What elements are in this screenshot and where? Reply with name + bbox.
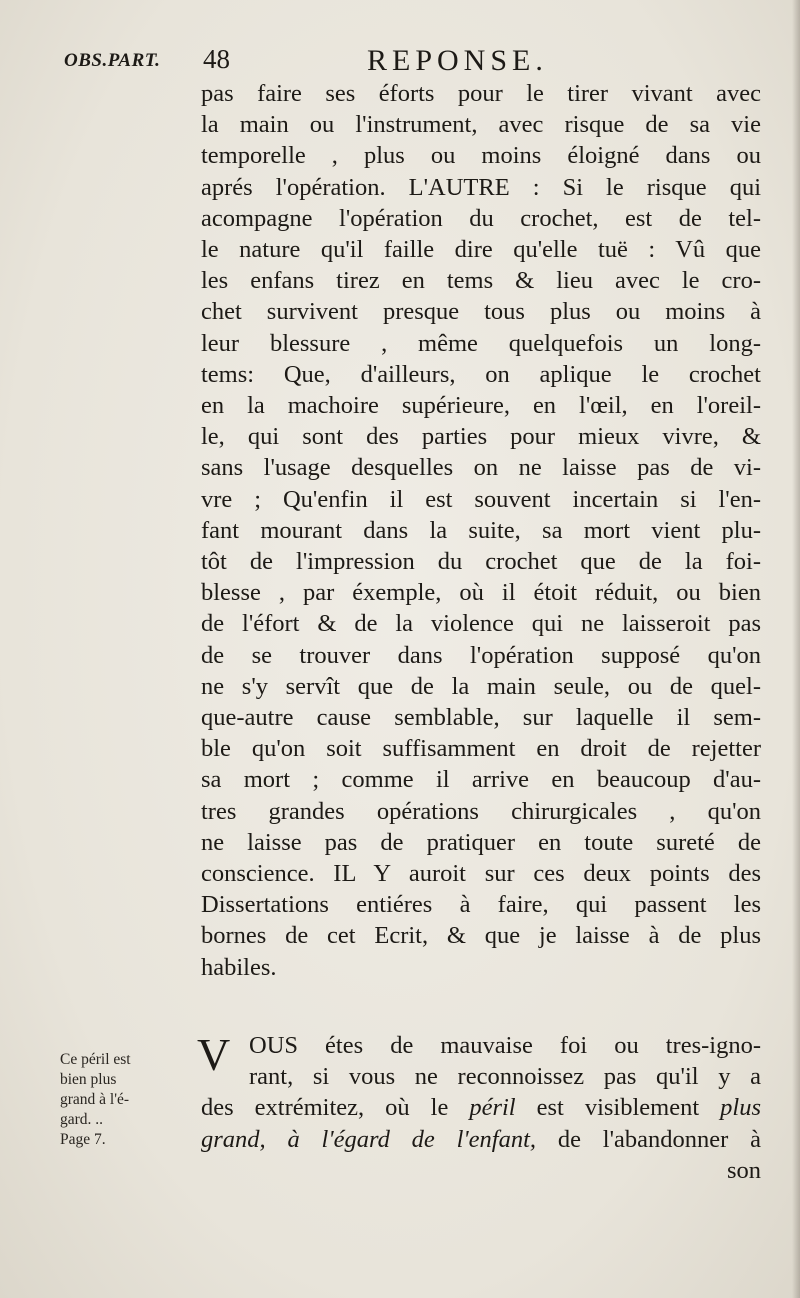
- text-line: ne laisse pas de pratiquer en toute sureté de: [201, 828, 761, 856]
- text-line: OUS étes de mauvaise foi ou tres-igno-: [249, 1032, 761, 1059]
- text-line: tems: Que, d'ailleurs, on aplique le crochet: [201, 360, 761, 388]
- drop-cap: V: [197, 1029, 231, 1080]
- text-line: le nature qu'il faille dire qu'elle tuë : Vû que: [201, 236, 761, 264]
- page-number: 48: [203, 44, 230, 74]
- text-line: temporelle , plus ou moins éloigné dans ou: [201, 142, 761, 170]
- main-paragraph: [201, 78, 761, 983]
- text-line: ble qu'on soit suffisamment en droit de rejetter: [201, 735, 761, 763]
- text-line: le, qui sont des parties pour mieux vivre, &: [201, 423, 761, 451]
- text-line: pas faire ses éforts pour le tirer vivant avec: [201, 80, 761, 107]
- text-line: bornes de cet Ecrit, & que je laisse à de plus: [201, 922, 761, 950]
- text-line: la main ou l'instrument, avec risque de sa vie: [201, 111, 761, 139]
- second-paragraph: [197, 1029, 761, 1186]
- margin-note-line: Page 7.: [60, 1131, 106, 1148]
- text-line: vre ; Qu'enfin il est souvent incertain si l'en-: [201, 485, 761, 513]
- text-line: tres grandes opérations chirurgicales , qu'on: [201, 797, 761, 825]
- text-line: fant mourant dans la suite, sa mort vient plu-: [201, 516, 761, 544]
- margin-note: [60, 1050, 180, 1150]
- text-line: habiles.: [201, 953, 277, 981]
- text-line: leur blessure , même quelquefois un long-: [201, 329, 761, 357]
- margin-note-line: Ce péril est: [60, 1051, 131, 1068]
- text-line: Dissertations entiéres à faire, qui passent les: [201, 891, 761, 919]
- text-line: sans l'usage desquelles on ne laisse pas de vi-: [201, 454, 761, 482]
- text-line: sa mort ; comme il arrive en beaucoup d'au-: [201, 766, 761, 794]
- text-line: que-autre cause semblable, sur laquelle il sem-: [201, 704, 761, 732]
- margin-note-line: grand à l'é-: [60, 1091, 130, 1108]
- text-line: des extrémitez, où le péril est visiblement plus: [201, 1094, 761, 1122]
- text-line: ne s'y servît que de la main seule, ou de quel-: [201, 672, 761, 700]
- text-line: tôt de l'impression du crochet que de la foi-: [201, 548, 761, 576]
- text-line: de l'éfort & de la violence qui ne laisseroit pas: [201, 610, 761, 638]
- page-title: REPONSE.: [367, 44, 548, 77]
- text-line: en la machoire supérieure, en l'œil, en l'oreil-: [201, 392, 761, 420]
- text-line: de se trouver dans l'opération supposé qu'on: [201, 641, 761, 669]
- text-line: son: [726, 1156, 761, 1184]
- text-line: grand, à l'égard de l'enfant, de l'abandonner à: [201, 1125, 761, 1153]
- text-line: blesse , par éxemple, où il étoit réduit, ou bien: [201, 579, 761, 607]
- text-line: aprés l'opération. L'AUTRE : Si le risque qui: [201, 173, 761, 201]
- margin-note-line: gard. ..: [60, 1111, 104, 1128]
- text-line: conscience. IL Y auroit sur ces deux points des: [201, 860, 761, 888]
- text-line: les enfans tirez en tems & lieu avec le cro-: [201, 267, 761, 295]
- text-line: acompagne l'opération du crochet, est de tel-: [201, 204, 761, 232]
- running-head: OBS.PART.: [64, 50, 161, 71]
- text-line: rant, si vous ne reconnoissez pas qu'il y a: [249, 1063, 761, 1091]
- margin-note-line: bien plus: [60, 1071, 117, 1088]
- text-line: chet survivent presque tous plus ou moins à: [201, 298, 761, 326]
- page-edge-shadow: [792, 0, 800, 1298]
